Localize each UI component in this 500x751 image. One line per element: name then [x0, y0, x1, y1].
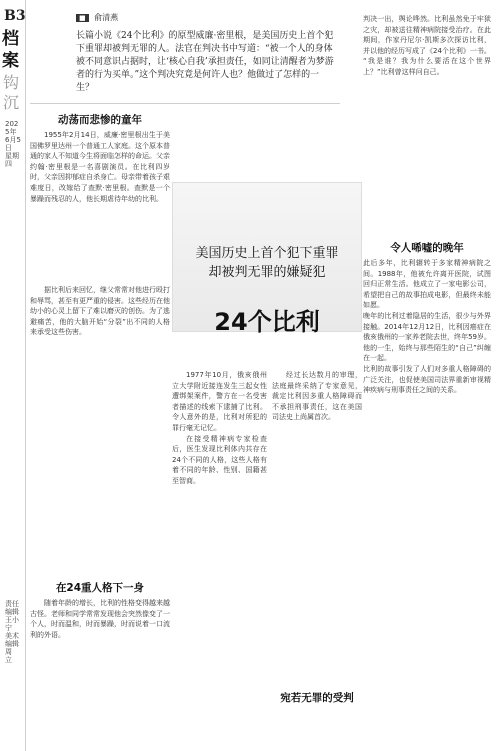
feature-headline: 24个比利 — [214, 308, 320, 336]
side-strip — [0, 0, 26, 751]
section-title-later-years: 令人唏嘘的晚年 — [390, 242, 464, 254]
feature-title — [172, 244, 362, 282]
paragraph: 1977年10月，俄亥俄州立大学附近接连发生三起女性遭绑架案件，警方在一名受害者描述的线索下逮捕了比利。令人意外的是，比利对所犯的罪行毫无记忆。 — [172, 371, 267, 432]
section-title-personalities: 在24重人格下一身 — [55, 582, 145, 594]
paragraph: 随着年龄的增长，比利的性格变得越来越古怪。老师和同学常常发现他会突然像变了一个人，时而温和，时而暴躁，时而说着一口流利的外语。 — [30, 599, 170, 639]
issue-date: 2025年 6月5日 星期四 — [5, 120, 21, 168]
editor-credit: 责任编辑 王小宁 美术编辑 周 立 — [5, 600, 19, 664]
article-column-1 — [30, 130, 170, 280]
paragraph: 晚年的比利过着隐居的生活，很少与外界接触。2014年12月12日，比利因癌症在俄亥俄州的一家养老院去世，终年59岁。他的一生，始终与那些陌生的“自己”纠缠在一起。 — [363, 311, 491, 363]
paragraph: 此后多年，比利辗转于多家精神病院之间。1988年，他被允许离开医院，试图回归正常生活。他成立了一家电影公司，希望把自己的故事拍成电影，但最终未能如愿。 — [363, 259, 491, 310]
article-column-3 — [272, 370, 362, 680]
paragraph: 判决一出，舆论哗然。比利虽然免于牢狱之灾，却被送往精神病院接受治疗。在此期间，作家丹尼尔·凯斯多次探访比利，并以他的经历写成了《24个比利》一书。 — [363, 15, 491, 55]
byline-tag: ■ — [76, 14, 89, 22]
divider — [30, 103, 340, 104]
article-column-1c — [30, 598, 170, 748]
column-subtitle: 钩沉 — [3, 73, 20, 112]
byline — [76, 12, 118, 23]
paragraph: 据比利后来回忆，继父常常对他进行殴打和辱骂，甚至有更严重的侵害。这些经历在他幼小的心灵上留下了难以磨灭的创伤。为了逃避痛苦，他的大脑开始“分裂”出不同的人格来承受这些伤害。 — [30, 286, 170, 337]
paragraph: 1955年2月14日，威廉·密里根出生于美国佛罗里达州一个普通工人家庭。这个原本普通的家人不知道今生将面临怎样的命运。父亲约翰·密里根是一名喜剧演员。在比利四岁时，父亲因抑郁症自杀身亡。母亲带着孩子艰难度日，改嫁给了查默·密里根。查默是一个暴躁而残忍的人，他长期虐待年幼的比利。 — [30, 131, 170, 203]
lead-paragraph: 长篇小说《24个比利》的原型威廉·密里根，是美国历史上首个犯下重罪却被判无罪的人。法官在判决书中写道：“被一个人的身体被不同意识占据时，让‘核心自我’承担责任，如同让清醒者为梦游者的行为买单。”这个判决究竟是何许人也？他做过了怎样的一生？ — [76, 31, 334, 93]
feature-title-line2: 却被判无罪的嫌疑犯 — [208, 265, 326, 280]
paragraph: 经过长达数月的审理，法庭最终采纳了专家意见，裁定比利因多重人格障碍而不承担刑事责任，这在美国司法史上尚属首次。 — [272, 371, 362, 422]
article-column-2 — [172, 370, 267, 740]
feature-box — [172, 182, 362, 362]
article-column-4 — [363, 14, 491, 234]
paragraph: 比利的故事引发了人们对多重人格障碍的广泛关注，也促使美国司法界重新审视精神疾病与刑事责任之间的关系。 — [363, 364, 491, 395]
section-title-verdict: 宛若无罪的受判 — [280, 692, 354, 704]
feature-title-line1: 美国历史上首个犯下重罪 — [195, 246, 339, 261]
article-column-1b — [30, 285, 170, 445]
section-title-childhood: 动荡而悲惨的童年 — [58, 114, 142, 126]
page-code: B3 — [4, 8, 26, 24]
article-column-5 — [363, 258, 491, 738]
paragraph: 在接受精神病专家检查后，医生发现比利体内共存在24个不同的人格，这些人格有着不同的年龄、性别、国籍甚至智商。 — [172, 434, 267, 485]
author-name: 俞清燕 — [94, 13, 119, 22]
column-title: 档案 — [2, 29, 19, 71]
paragraph: “我是谁？我为什么要活在这个世界上？”比利曾这样问自己。 — [363, 57, 491, 76]
